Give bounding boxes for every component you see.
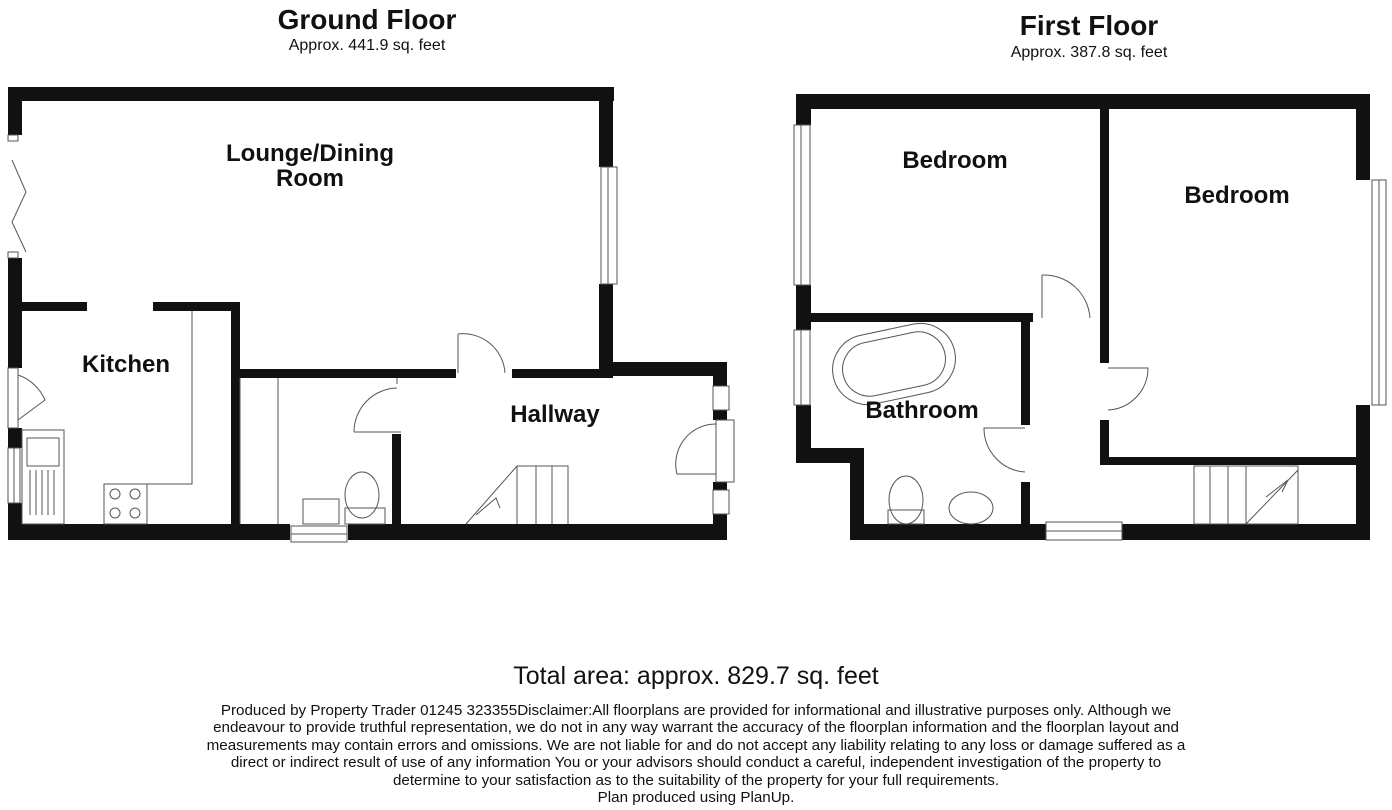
kitchen-label: Kitchen: [81, 351, 171, 378]
first-floor-area: Approx. 387.8 sq. feet: [1010, 44, 1168, 61]
bedroom-left-label: Bedroom: [902, 147, 1008, 174]
first-floor-fixtures: [794, 125, 1386, 540]
first-floor-walls: [796, 94, 1370, 540]
disclaimer: [200, 702, 1192, 806]
first-floor-title: First Floor: [1019, 10, 1159, 41]
ground-floor-fixtures: [8, 135, 734, 542]
total-area: Total area: approx. 829.7 sq. feet: [513, 662, 879, 690]
lounge-dining-label-line1: Lounge/Dining: [226, 140, 394, 167]
hallway-label: Hallway: [510, 401, 600, 428]
ground-floor-title: Ground Floor: [277, 4, 457, 35]
produced-with: Plan produced using PlanUp.: [597, 789, 795, 807]
bedroom-right-label: Bedroom: [1184, 182, 1290, 209]
ground-floor-area: Approx. 441.9 sq. feet: [288, 37, 446, 54]
bathroom-label: Bathroom: [865, 397, 979, 424]
disclaimer-text: Produced by Property Trader 01245 323355Disclaimer:All floorplans are provided for informational and illustrative purposes only. Although we endeavour to provide truthful representation, we do not in any way warrant the accuracy of the floorplan information and the floorplan layout and measurements may contain errors and omissions. We are not liable for and do not accept any liability relating to any loss or damage suffered as a direct or indirect result of use of any information You or your advisors should conduct a careful, independent investigation of the property to determine to your satisfaction as to the suitability of the property for your full requirements.: [206, 702, 1186, 789]
ground-floor-plan: [8, 87, 734, 542]
lounge-dining-label-line2: Room: [276, 165, 344, 192]
first-floor-plan: [794, 94, 1386, 540]
